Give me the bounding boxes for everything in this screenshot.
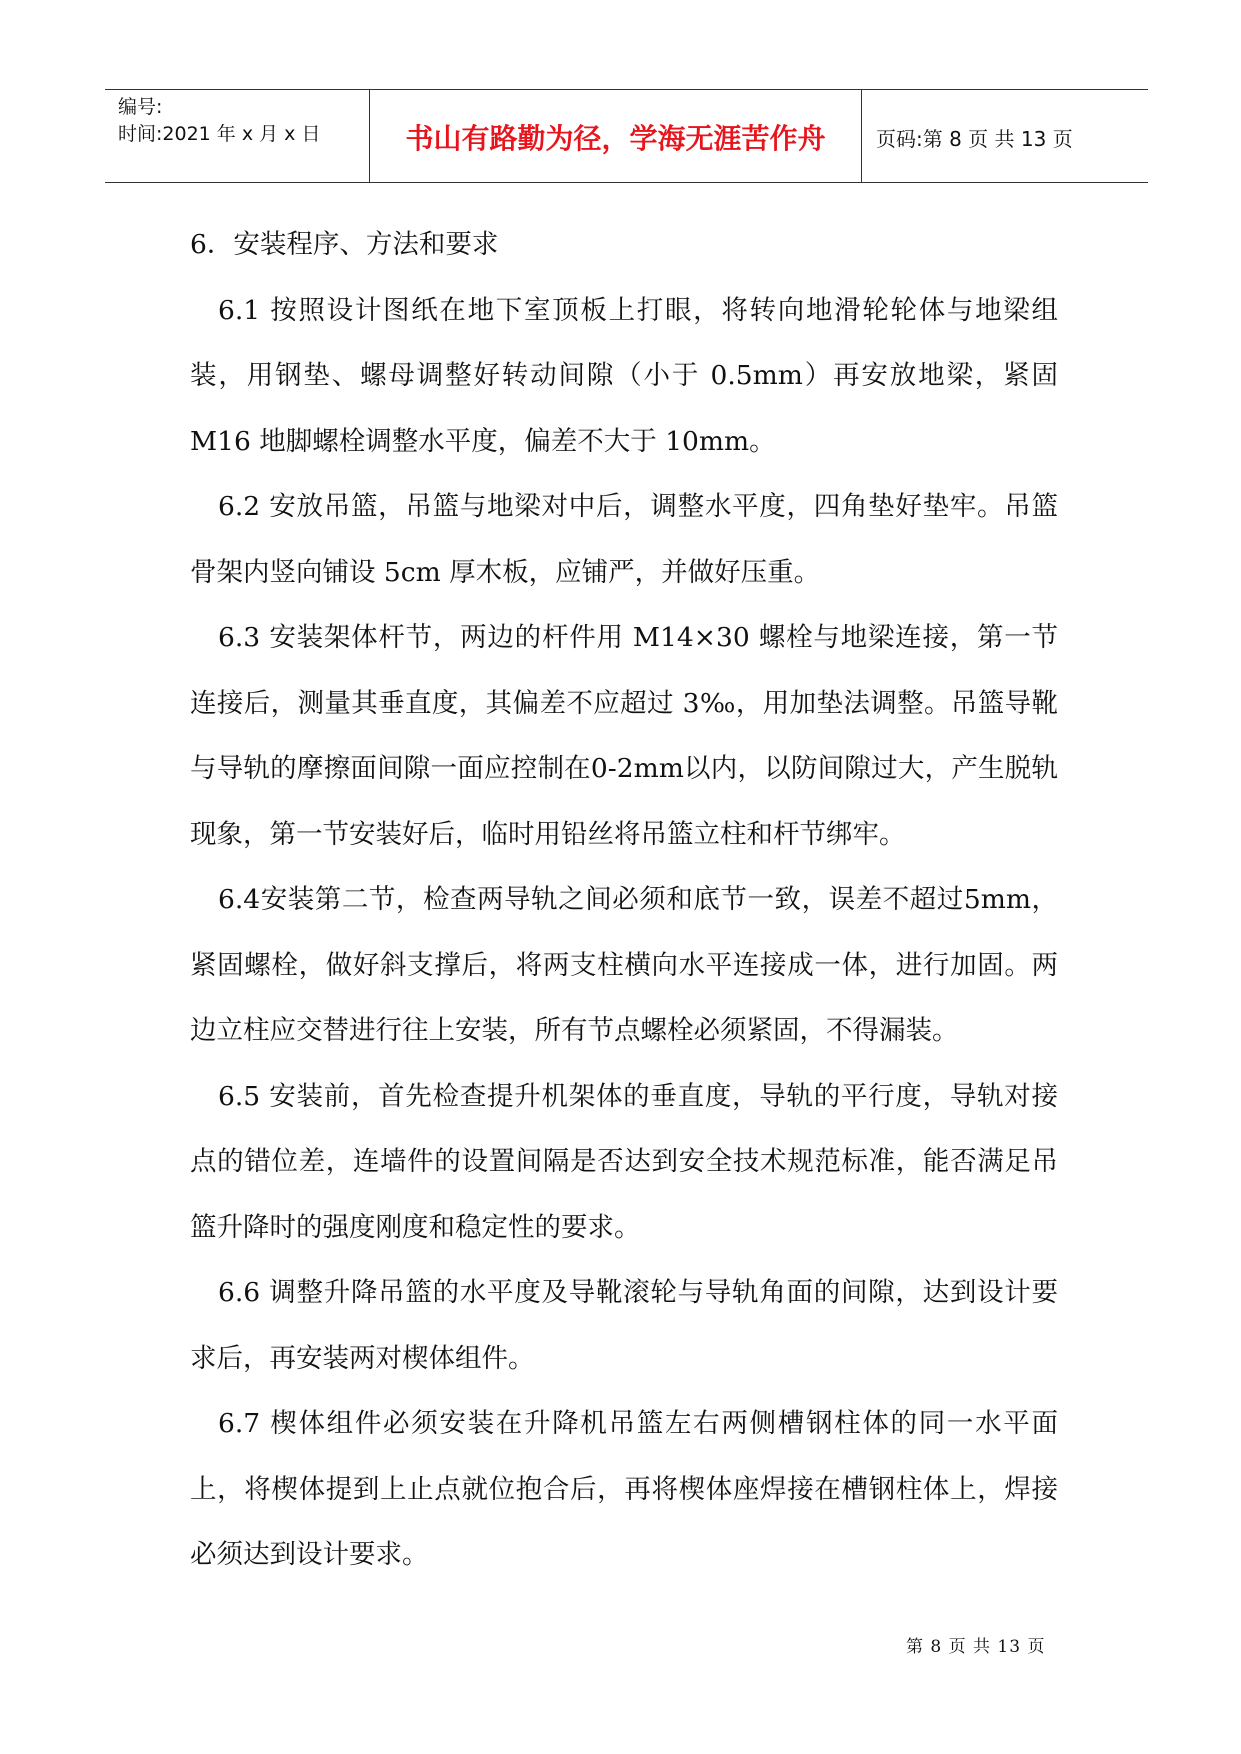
paragraph-6-2: 6.2 安放吊篮，吊篮与地梁对中后，调整水平度，四角垫好垫牢。吊篮骨架内竖向铺设 5cm 厚木板，应铺严，并做好压重。 (190, 491, 1058, 588)
document-time-label: 时间:2021 年 x 月 x 日 (118, 123, 321, 145)
page-header (105, 89, 1148, 183)
section-title: 6．安装程序、方法和要求 (190, 229, 499, 260)
page-footer: 第 8 页 共 13 页 (906, 1637, 1046, 1657)
paragraph-6-4: 6.4安装第二节，检查两导轨之间必须和底节一致，误差不超过5mm，紧固螺栓，做好斜支撑后，将两支柱横向水平连接成一体，进行加固。两边立柱应交替进行往上安装，所有节点螺栓必须紧固，不得漏装。 (190, 884, 1058, 1046)
document-body (190, 212, 1058, 1588)
paragraph-6-1: 6.1 按照设计图纸在地下室顶板上打眼，将转向地滑轮轮体与地梁组装，用钢垫、螺母调整好转动间隙（小于 0.5mm）再安放地梁，紧固 M16 地脚螺栓调整水平度，偏差不大于 10mm。 (190, 294, 1058, 457)
header-info-cell (105, 90, 370, 182)
paragraph-6-3: 6.3 安装架体杆节，两边的杆件用 M14×30 螺栓与地梁连接，第一节连接后，测量其垂直度，其偏差不应超过 3‰，用加垫法调整。吊篮导靴与导轨的摩擦面间隙一面应控制在0-2mm以内，以防间隙过大，产生脱轨现象，第一节安装好后，临时用铅丝将吊篮立柱和杆节绑牢。 (190, 622, 1058, 850)
paragraph-6-5: 6.5 安装前，首先检查提升机架体的垂直度，导轨的平行度，导轨对接点的错位差，连墙件的设置间隔是否达到安全技术规范标准，能否满足吊篮升降时的强度刚度和稳定性的要求。 (190, 1080, 1058, 1243)
header-motto: 书山有路勤为径，学海无涯苦作舟 (370, 90, 862, 182)
header-page-number: 页码:第 8 页 共 13 页 (876, 126, 1073, 151)
paragraph-6-6: 6.6 调整升降吊篮的水平度及导靴滚轮与导轨角面的间隙，达到设计要求后，再安装两对楔体组件。 (190, 1277, 1058, 1374)
document-number-label: 编号: (118, 96, 163, 118)
paragraph-6-7: 6.7 楔体组件必须安装在升降机吊篮左右两侧槽钢柱体的同一水平面上，将楔体提到上止点就位抱合后，再将楔体座焊接在槽钢柱体上，焊接必须达到设计要求。 (190, 1408, 1058, 1570)
